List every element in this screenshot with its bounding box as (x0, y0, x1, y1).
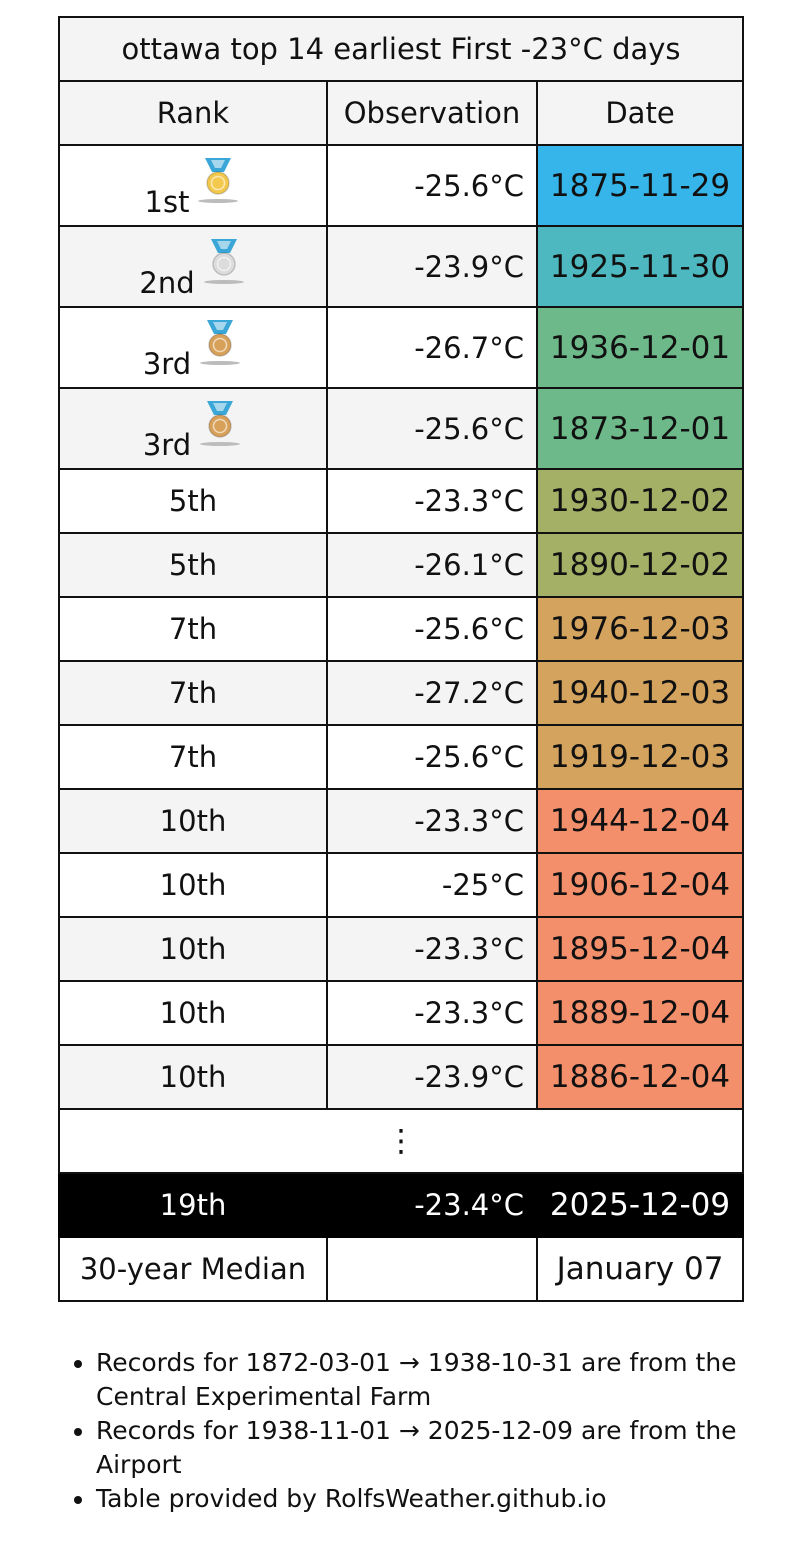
rank-cell (59, 789, 327, 853)
rank-cell (59, 533, 327, 597)
rank-cell (59, 597, 327, 661)
column-header-date: Date (537, 81, 743, 145)
date-cell: 1895-12-04 (537, 917, 743, 981)
note-source-farm: • Records for 1872-03-01 → 1938-10-31 are from the Central Experimental Farm (96, 1346, 758, 1414)
observation-cell: -25.6°C (327, 145, 537, 226)
observation-cell: -25.6°C (327, 597, 537, 661)
observation-cell: -23.9°C (327, 226, 537, 307)
median-date: January 07 (537, 1237, 743, 1301)
silver-medal-icon (201, 237, 247, 296)
note-source-airport: • Records for 1938-11-01 → 2025-12-09 are from the Airport (96, 1414, 758, 1482)
rank-label: 1st (144, 185, 190, 219)
date-cell: 1919-12-03 (537, 725, 743, 789)
rank-cell (59, 469, 327, 533)
rank-label: 3rd (142, 428, 192, 462)
rank-label: 7th (168, 740, 218, 774)
rank-cell (59, 981, 327, 1045)
table-row (59, 469, 743, 533)
table-row (59, 789, 743, 853)
rank-cell (59, 1045, 327, 1109)
date-cell: 1944-12-04 (537, 789, 743, 853)
observation-cell: -23.9°C (327, 1045, 537, 1109)
rank-label: 5th (168, 484, 218, 518)
bronze-medal-icon (197, 318, 243, 377)
rank-label: 10th (159, 868, 227, 902)
date-cell: 1875-11-29 (537, 145, 743, 226)
records-table (58, 16, 744, 1302)
table-row (59, 226, 743, 307)
rank-label: 7th (168, 612, 218, 646)
date-cell: 1930-12-02 (537, 469, 743, 533)
rank-label: 2nd (139, 266, 195, 300)
table-row (59, 307, 743, 388)
observation-cell: -25.6°C (327, 388, 537, 469)
ellipsis-row: ⋮ (59, 1109, 743, 1173)
current-year-row (59, 1173, 743, 1237)
rank-label: 10th (159, 804, 227, 838)
observation-cell: -26.7°C (327, 307, 537, 388)
rank-cell (59, 853, 327, 917)
table-row (59, 853, 743, 917)
table-body (59, 145, 743, 1109)
date-cell: 1940-12-03 (537, 661, 743, 725)
table-row (59, 597, 743, 661)
rank-label: 5th (168, 548, 218, 582)
rank-cell (59, 145, 327, 226)
table-row (59, 661, 743, 725)
date-cell: 1936-12-01 (537, 307, 743, 388)
table-row (59, 388, 743, 469)
rank-cell (59, 307, 327, 388)
table-row (59, 981, 743, 1045)
date-cell: 1889-12-04 (537, 981, 743, 1045)
observation-cell: -25°C (327, 853, 537, 917)
table-row (59, 725, 743, 789)
table-row (59, 1045, 743, 1109)
rank-cell (59, 917, 327, 981)
rank-label: 7th (168, 676, 218, 710)
note-credit: • Table provided by RolfsWeather.github.io (96, 1482, 758, 1516)
rank-label: 10th (159, 932, 227, 966)
current-rank: 19th (59, 1173, 327, 1237)
rank-cell (59, 388, 327, 469)
date-cell: 1890-12-02 (537, 533, 743, 597)
date-cell: 1976-12-03 (537, 597, 743, 661)
table-row (59, 145, 743, 226)
bronze-medal-icon (197, 399, 243, 458)
footnotes (58, 1346, 758, 1516)
median-label: 30-year Median (59, 1237, 327, 1301)
table-title: ottawa top 14 earliest First -23°C days (59, 17, 743, 81)
column-header-rank: Rank (59, 81, 327, 145)
rank-label: 10th (159, 1060, 227, 1094)
median-row (59, 1237, 743, 1301)
current-observation: -23.4°C (327, 1173, 537, 1237)
rank-cell (59, 661, 327, 725)
column-header-observation: Observation (327, 81, 537, 145)
rank-label: 10th (159, 996, 227, 1030)
observation-cell: -26.1°C (327, 533, 537, 597)
table-row (59, 533, 743, 597)
date-cell: 1886-12-04 (537, 1045, 743, 1109)
rank-cell (59, 725, 327, 789)
median-observation (327, 1237, 537, 1301)
records-table-container (58, 16, 742, 1302)
observation-cell: -25.6°C (327, 725, 537, 789)
observation-cell: -27.2°C (327, 661, 537, 725)
rank-cell (59, 226, 327, 307)
observation-cell: -23.3°C (327, 981, 537, 1045)
observation-cell: -23.3°C (327, 789, 537, 853)
date-cell: 1873-12-01 (537, 388, 743, 469)
observation-cell: -23.3°C (327, 917, 537, 981)
table-row (59, 917, 743, 981)
rank-label: 3rd (142, 347, 192, 381)
observation-cell: -23.3°C (327, 469, 537, 533)
date-cell: 1906-12-04 (537, 853, 743, 917)
date-cell: 1925-11-30 (537, 226, 743, 307)
current-date: 2025-12-09 (537, 1173, 743, 1237)
gold-medal-icon (195, 156, 241, 215)
